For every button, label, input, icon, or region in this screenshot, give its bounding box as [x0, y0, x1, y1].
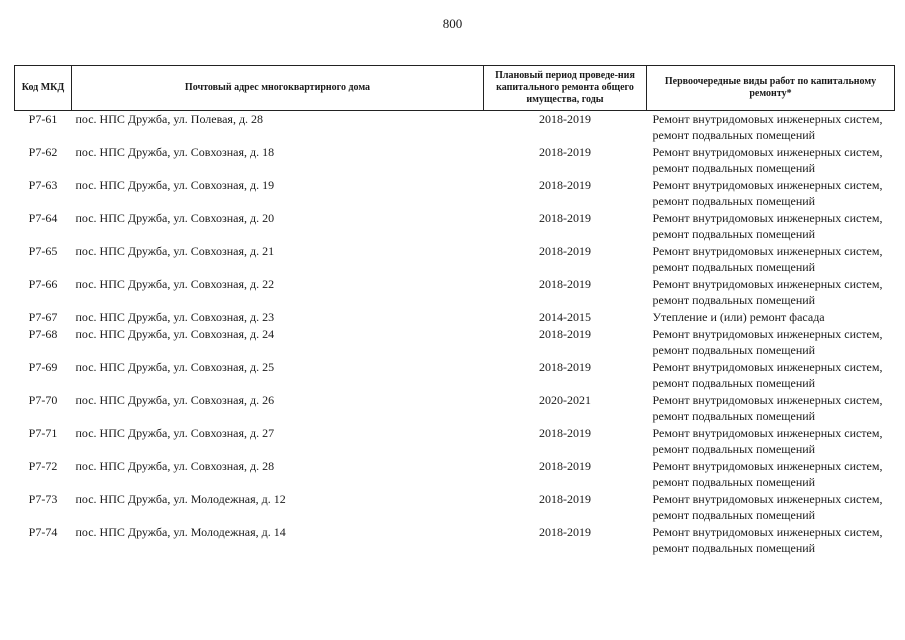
row-address: пос. НПС Дружба, ул. Молодежная, д. 14	[75, 524, 286, 539]
row-works-line: ремонт подвальных помещений	[652, 259, 816, 274]
row-works	[647, 309, 895, 326]
row-code: Р7-66	[28, 276, 58, 291]
row-address: пос. НПС Дружба, ул. Совхозная, д. 18	[75, 144, 275, 159]
row-works-line: Ремонт внутридомовых инженерных систем,	[652, 491, 883, 506]
table-body	[15, 111, 895, 557]
header-row	[15, 66, 895, 111]
row-address: пос. НПС Дружба, ул. Полевая, д. 28	[75, 112, 264, 126]
table-row	[15, 309, 895, 326]
row-works	[647, 524, 895, 557]
row-works-line: Ремонт внутридомовых инженерных систем,	[652, 144, 883, 159]
row-code: Р7-65	[28, 243, 58, 258]
row-works	[647, 144, 895, 177]
row-works	[647, 425, 895, 458]
row-code: Р7-62	[28, 144, 58, 159]
row-period: 2018-2019	[539, 359, 591, 374]
row-code: Р7-72	[28, 458, 58, 473]
row-period: 2018-2019	[539, 243, 591, 258]
row-works-line: ремонт подвальных помещений	[652, 408, 816, 423]
row-period: 2020-2021	[539, 392, 591, 407]
row-works	[647, 392, 895, 425]
row-period: 2018-2019	[539, 326, 591, 341]
table-row	[15, 392, 895, 425]
table-row	[15, 177, 895, 210]
row-address: пос. НПС Дружба, ул. Совхозная, д. 19	[75, 177, 275, 192]
row-works	[647, 243, 895, 276]
row-address: пос. НПС Дружба, ул. Совхозная, д. 20	[75, 210, 275, 225]
row-works-line: Ремонт внутридомовых инженерных систем,	[652, 243, 883, 258]
header-works: Первоочередные виды работ по капитальному ремонту*	[647, 66, 895, 111]
row-works-line: Ремонт внутридомовых инженерных систем,	[652, 425, 883, 440]
row-period: 2014-2015	[539, 309, 591, 324]
row-works-line: Ремонт внутридомовых инженерных систем,	[652, 112, 883, 126]
row-address: пос. НПС Дружба, ул. Совхозная, д. 25	[75, 359, 275, 374]
row-period: 2018-2019	[539, 458, 591, 473]
row-works-line: Ремонт внутридомовых инженерных систем,	[652, 326, 883, 341]
row-works-line: Ремонт внутридомовых инженерных систем,	[652, 276, 883, 291]
row-period: 2018-2019	[539, 491, 591, 506]
row-works	[647, 276, 895, 309]
header-period: Плановый период проведе-ния капитального ремонта общего имущества, годы	[484, 66, 647, 111]
row-code: Р7-64	[28, 210, 58, 225]
row-code: Р7-61	[28, 112, 58, 126]
row-address: пос. НПС Дружба, ул. Совхозная, д. 23	[75, 309, 275, 324]
row-code: Р7-69	[28, 359, 58, 374]
row-works-line: ремонт подвальных помещений	[652, 441, 816, 456]
table-row	[15, 243, 895, 276]
table-row	[15, 359, 895, 392]
row-period: 2018-2019	[539, 524, 591, 539]
table-row	[15, 276, 895, 309]
header-code: Код МКД	[15, 66, 72, 111]
table-row	[15, 458, 895, 491]
page-number: 800	[442, 16, 463, 31]
row-address: пос. НПС Дружба, ул. Совхозная, д. 28	[75, 458, 275, 473]
row-works-line: ремонт подвальных помещений	[652, 160, 816, 175]
table-header	[15, 66, 895, 111]
row-address: пос. НПС Дружба, ул. Совхозная, д. 26	[75, 392, 275, 407]
row-code: Р7-73	[28, 491, 58, 506]
row-code: Р7-63	[28, 177, 58, 192]
row-code: Р7-67	[28, 309, 58, 324]
row-works-line: ремонт подвальных помещений	[652, 507, 816, 522]
table-row	[15, 111, 895, 144]
row-works-line: ремонт подвальных помещений	[652, 226, 816, 241]
row-period: 2018-2019	[539, 177, 591, 192]
table-row	[15, 326, 895, 359]
row-works-line: ремонт подвальных помещений	[652, 292, 816, 307]
table-row	[15, 425, 895, 458]
row-code: Р7-71	[28, 425, 58, 440]
capital-repair-table	[14, 65, 895, 557]
row-works-line: ремонт подвальных помещений	[652, 193, 816, 208]
row-address: пос. НПС Дружба, ул. Совхозная, д. 22	[75, 276, 275, 291]
row-works	[647, 458, 895, 491]
row-address: пос. НПС Дружба, ул. Совхозная, д. 21	[75, 243, 275, 258]
header-address: Почтовый адрес многоквартирного дома	[72, 66, 484, 111]
row-works-line: Ремонт внутридомовых инженерных систем,	[652, 458, 883, 473]
row-period: 2018-2019	[539, 210, 591, 225]
row-code: Р7-68	[28, 326, 58, 341]
row-works-line: Утепление и (или) ремонт фасада	[652, 309, 825, 324]
row-code: Р7-70	[28, 392, 58, 407]
row-works-line: Ремонт внутридомовых инженерных систем,	[652, 210, 883, 225]
row-works	[647, 177, 895, 210]
table-row	[15, 491, 895, 524]
row-period: 2018-2019	[539, 144, 591, 159]
row-works	[647, 491, 895, 524]
row-works	[647, 326, 895, 359]
row-works-line: Ремонт внутридомовых инженерных систем,	[652, 177, 883, 192]
row-works-line: Ремонт внутридомовых инженерных систем,	[652, 392, 883, 407]
table-row	[15, 144, 895, 177]
row-works	[647, 111, 895, 144]
row-period: 2018-2019	[539, 425, 591, 440]
row-works	[647, 210, 895, 243]
row-works-line: ремонт подвальных помещений	[652, 474, 816, 489]
row-works-line: ремонт подвальных помещений	[652, 342, 816, 357]
table-row	[15, 210, 895, 243]
row-works	[647, 359, 895, 392]
row-works-line: Ремонт внутридомовых инженерных систем,	[652, 359, 883, 374]
row-period: 2018-2019	[539, 112, 591, 126]
table-row	[15, 524, 895, 557]
row-period: 2018-2019	[539, 276, 591, 291]
row-address: пос. НПС Дружба, ул. Молодежная, д. 12	[75, 491, 286, 506]
row-works-line: ремонт подвальных помещений	[652, 128, 816, 142]
row-address: пос. НПС Дружба, ул. Совхозная, д. 24	[75, 326, 275, 341]
row-works-line: ремонт подвальных помещений	[652, 540, 816, 555]
row-code: Р7-74	[28, 524, 58, 539]
row-works-line: Ремонт внутридомовых инженерных систем,	[652, 524, 883, 539]
row-works-line: ремонт подвальных помещений	[652, 375, 816, 390]
row-address: пос. НПС Дружба, ул. Совхозная, д. 27	[75, 425, 275, 440]
